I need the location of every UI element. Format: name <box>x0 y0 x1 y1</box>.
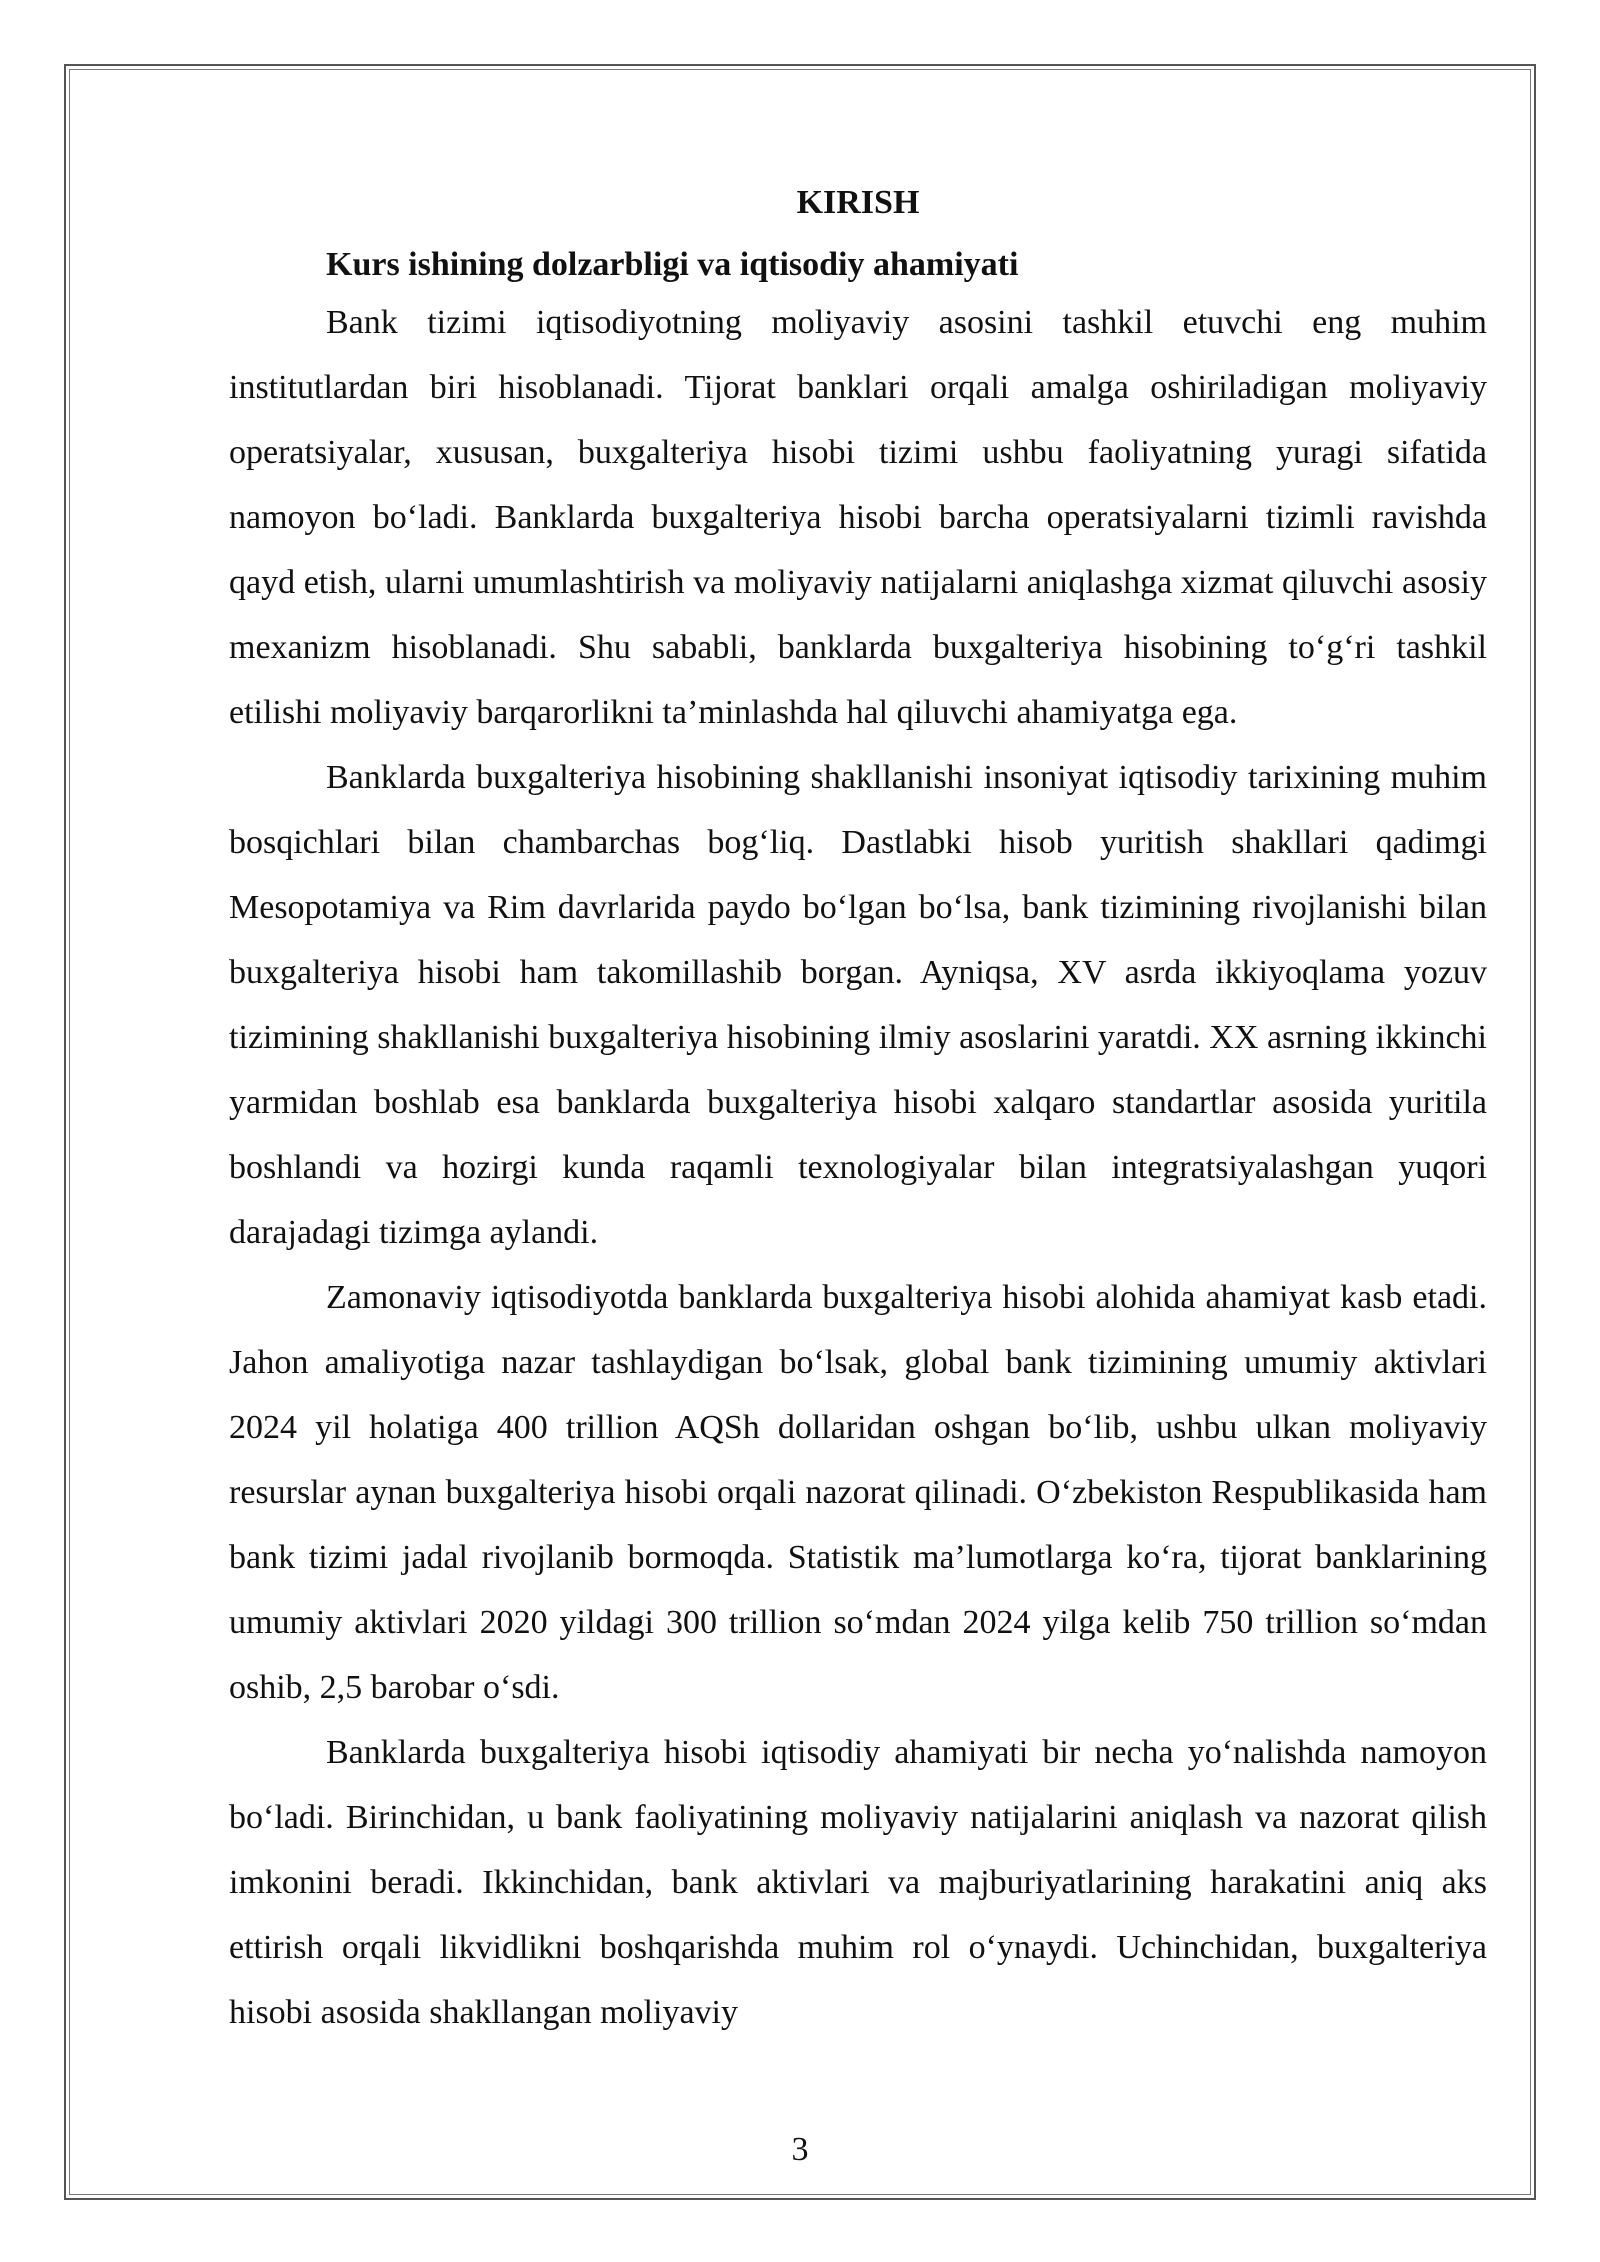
section-subtitle: Kurs ishining dolzarbligi va iqtisodiy ahamiyati <box>326 246 1019 283</box>
page-number: 3 <box>791 2131 809 2168</box>
page-content <box>229 178 1487 2045</box>
paragraph-2: Banklarda buxgalteriya hisobining shakllanishi insoniyat iqtisodiy tarixining muhim bosqichlari bilan chambarchas bog‘liq. Dastlabki hisob yuritish shakllari qadimgi Mesopotamiya va Rim davrlarida paydo bo‘lgan bo‘lsa, bank tizimining rivojlanishi bilan buxgalteriya hisobi ham takomillashib borgan. Ayniqsa, XV asrda ikkiyoqlama yozuv tizimining shakllanishi buxgalteriya hisobining ilmiy asoslarini yaratdi. XX asrning ikkinchi yarmidan boshlab esa banklarda buxgalteriya hisobi xalqaro standartlar asosida yuritila boshlandi va hozirgi kunda raqamli texnologiyalar bilan integratsiyalashgan yuqori darajadagi tizimga aylandi. <box>229 759 1487 1251</box>
paragraph-1: Bank tizimi iqtisodiyotning moliyaviy asosini tashkil etuvchi eng muhim institutlardan biri hisoblanadi. Tijorat banklari orqali amalga oshiriladigan moliyaviy operatsiyalar, xususan, buxgalteriya hisobi tizimi ushbu faoliyatning yuragi sifatida namoyon bo‘ladi. Banklarda buxgalteriya hisobi barcha operatsiyalarni tizimli ravishda qayd etish, ularni umumlashtirish va moliyaviy natijalarni aniqlashga xizmat qiluvchi asosiy mexanizm hisoblanadi. Shu sababli, banklarda buxgalteriya hisobining to‘g‘ri tashkil etilishi moliyaviy barqarorlikni ta’minlashda hal qiluvchi ahamiyatga ega. <box>229 304 1487 731</box>
page-title: KIRISH <box>796 184 920 221</box>
paragraph-4: Banklarda buxgalteriya hisobi iqtisodiy ahamiyati bir necha yo‘nalishda namoyon bo‘ladi. Birinchidan, u bank faoliyatining moliyaviy natijalarini aniqlash va nazorat qilish imkonini beradi. Ikkinchidan, bank aktivlari va majburiyatlarining harakatini aniq aks ettirish orqali likvidlikni boshqarishda muhim rol o‘ynaydi. Uchinchidan, buxgalteriya hisobi asosida shakllangan moliyaviy <box>229 1734 1487 2031</box>
paragraph-3: Zamonaviy iqtisodiyotda banklarda buxgalteriya hisobi alohida ahamiyat kasb etadi. Jahon amaliyotiga nazar tashlaydigan bo‘lsak, global bank tizimining umumiy aktivlari 2024 yil holatiga 400 trillion AQSh dollaridan oshgan bo‘lib, ushbu ulkan moliyaviy resurslar aynan buxgalteriya hisobi orqali nazorat qilinadi. O‘zbekiston Respublikasida ham bank tizimi jadal rivojlanib bormoqda. Statistik ma’lumotlarga ko‘ra, tijorat banklarining umumiy aktivlari 2020 yildagi 300 trillion so‘mdan 2024 yilga kelib 750 trillion so‘mdan oshib, 2,5 barobar o‘sdi. <box>229 1279 1487 1706</box>
